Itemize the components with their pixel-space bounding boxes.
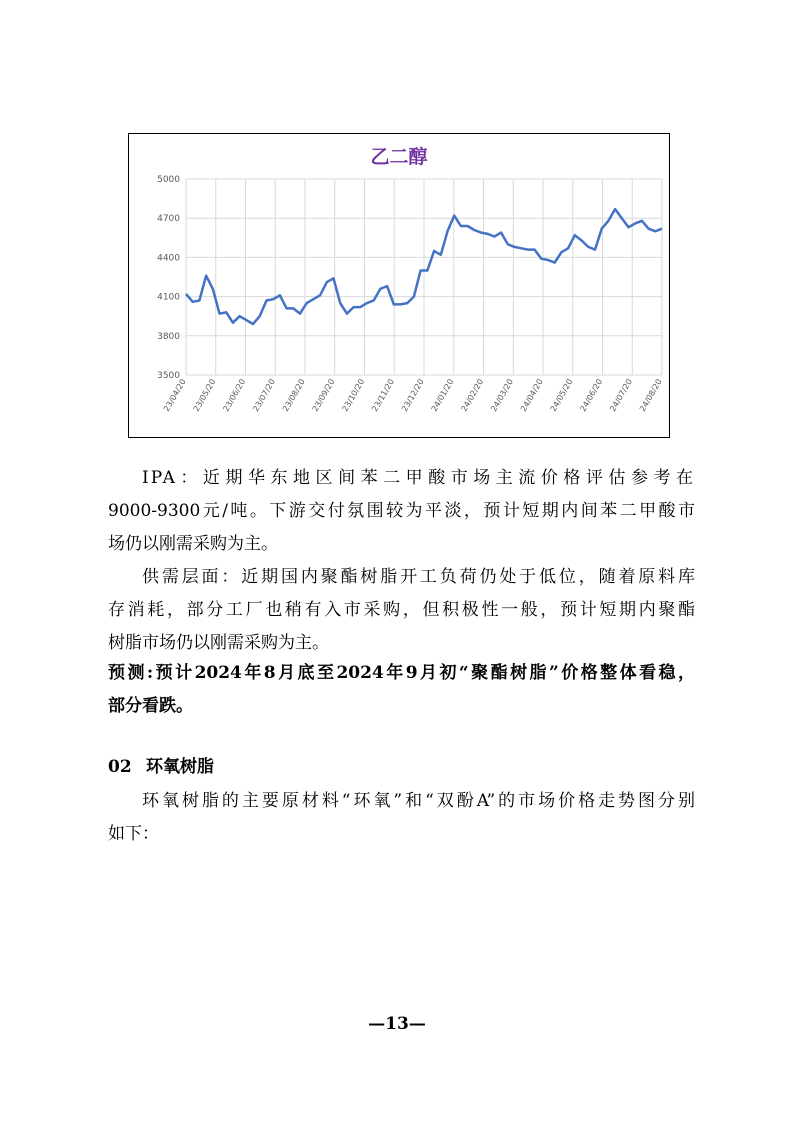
x-tick-label: 24/08/20 <box>637 377 664 414</box>
x-tick-label: 24/07/20 <box>608 377 634 414</box>
supply-line-1: 供需层面：近期国内聚酯树脂开工负荷仍处于低位，随着原料库 <box>142 567 695 587</box>
x-tick-label: 24/01/20 <box>429 377 456 414</box>
x-tick-label: 23/06/20 <box>221 377 248 414</box>
x-tick-label: 24/05/20 <box>548 377 575 414</box>
section-number: 02 <box>108 757 132 777</box>
y-tick-label: 3500 <box>157 371 180 381</box>
intro-line-2: 如下： <box>108 824 159 844</box>
chart-gridlines <box>186 179 662 375</box>
chart-title: 乙二醇 <box>370 146 428 168</box>
x-tick-label: 23/12/20 <box>399 377 426 414</box>
section-title: 环氧树脂 <box>146 757 214 777</box>
y-tick-label: 3800 <box>157 331 180 342</box>
ipa-paragraph <box>108 462 695 561</box>
x-tick-label: 23/05/20 <box>191 377 218 414</box>
y-tick-label: 4400 <box>157 253 180 264</box>
forecast-line-2: 部分看跌。 <box>108 696 193 716</box>
forecast-line-1: 预测:预计2024年8月底至2024年9月初“聚酯树脂”价格整体看稳， <box>108 663 695 683</box>
y-tick-label: 4100 <box>157 292 180 303</box>
ipa-line-2: 9000-9300元/吨。下游交付氛围较为平淡，预计短期内间苯二甲酸市 <box>108 501 695 521</box>
forecast-paragraph <box>108 657 695 723</box>
x-tick-label: 23/09/20 <box>310 377 337 414</box>
x-tick-label: 24/02/20 <box>459 377 486 414</box>
y-axis-ticks <box>157 175 180 381</box>
x-tick-label: 23/11/20 <box>370 377 396 414</box>
supply-line-3: 树脂市场仍以刚需采购为主。 <box>108 633 329 653</box>
chart-canvas <box>129 134 669 437</box>
y-tick-label: 5000 <box>157 175 180 185</box>
section-intro-paragraph <box>108 785 695 851</box>
x-tick-label: 23/07/20 <box>251 377 277 414</box>
supply-line-2: 存消耗，部分工厂也稍有入市采购，但积极性一般，预计短期内聚酯 <box>108 600 695 620</box>
x-tick-label: 24/06/20 <box>578 377 605 414</box>
x-tick-label: 24/03/20 <box>489 377 515 414</box>
ethylene-glycol-chart <box>128 133 670 438</box>
page-number: —13— <box>368 1014 426 1034</box>
section-heading <box>108 752 214 777</box>
ipa-line-1: IPA：近期华东地区间苯二甲酸市场主流价格评估参考在 <box>142 468 695 488</box>
supply-demand-paragraph <box>108 561 695 660</box>
x-tick-label: 23/08/20 <box>280 377 307 414</box>
x-tick-label: 24/04/20 <box>518 377 545 414</box>
x-axis-ticks <box>162 378 664 414</box>
ipa-line-3: 场仍以刚需采购为主。 <box>108 534 278 554</box>
x-tick-label: 23/04/20 <box>161 377 188 414</box>
x-tick-label: 23/10/20 <box>340 377 367 414</box>
intro-line-1: 环氧树脂的主要原材料“环氧”和“双酚A”的市场价格走势图分别 <box>142 791 695 811</box>
y-tick-label: 4700 <box>157 214 180 225</box>
